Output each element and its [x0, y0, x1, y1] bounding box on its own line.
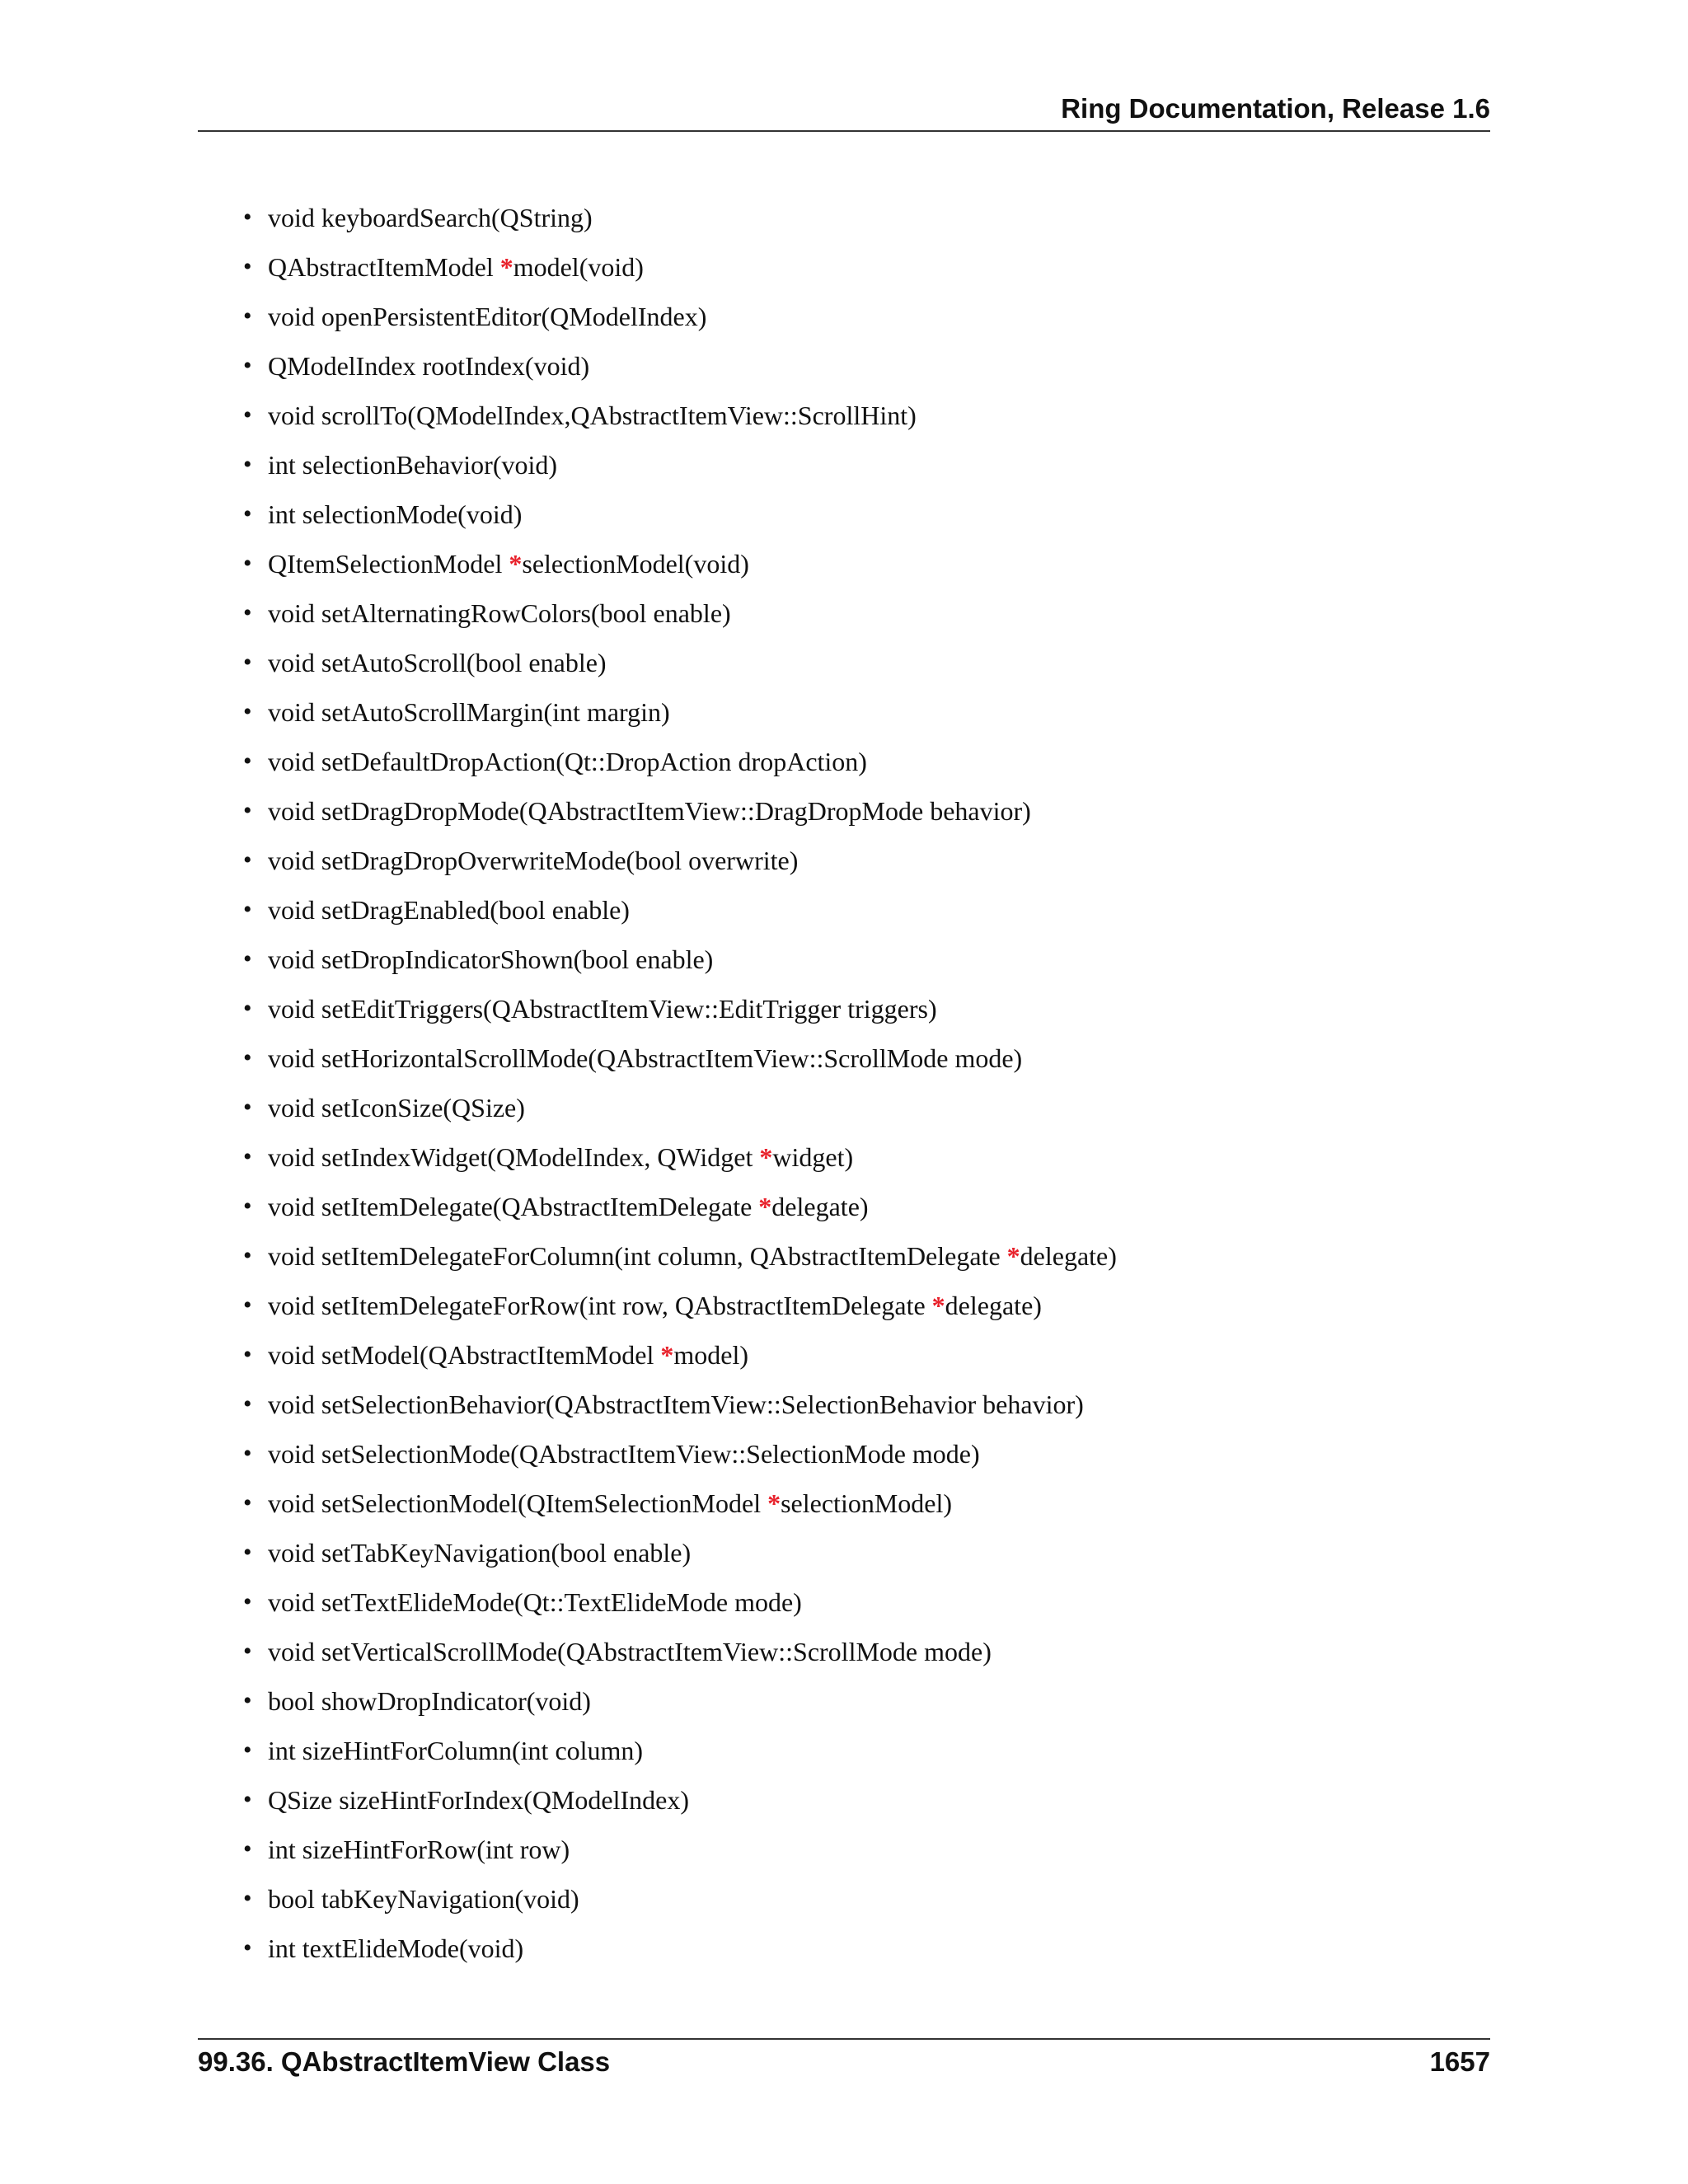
bullet-icon: •: [243, 1885, 252, 1912]
method-list-item: [243, 791, 1117, 841]
method-signature-text: int sizeHintForColumn(int column): [268, 1736, 644, 1765]
method-signature-text: void setDropIndicatorShown(bool enable): [268, 944, 714, 974]
bullet-icon: •: [243, 1934, 252, 1961]
method-list-item: [243, 1187, 1117, 1236]
method-list-item: [243, 1681, 1117, 1731]
method-signature-tail: widget): [772, 1142, 854, 1172]
bullet-icon: •: [243, 995, 252, 1022]
method-signature-tail: delegate): [945, 1291, 1042, 1320]
bullet-icon: •: [243, 599, 252, 626]
method-signature-text: void setSelectionModel(QItemSelectionModel: [268, 1488, 768, 1518]
bullet-icon: •: [243, 401, 252, 429]
method-list-item: [243, 1434, 1117, 1483]
method-signature-text: int textElideMode(void): [268, 1933, 524, 1963]
method-list-item: [243, 940, 1117, 989]
method-list-item: [243, 1236, 1117, 1286]
method-signature-text: void scrollTo(QModelIndex,QAbstractItemView::ScrollHint): [268, 401, 917, 430]
method-list-item: [243, 890, 1117, 940]
method-list-item: [243, 1286, 1117, 1335]
method-signature-text: void setDefaultDropAction(Qt::DropAction dropAction): [268, 747, 867, 776]
method-signature-tail: selectionModel): [781, 1488, 953, 1518]
method-list-item: [243, 1038, 1117, 1088]
bullet-icon: •: [243, 797, 252, 824]
bullet-icon: •: [243, 1291, 252, 1319]
method-signature-text: void setSelectionMode(QAbstractItemView::SelectionMode mode): [268, 1439, 980, 1469]
bullet-icon: •: [243, 1143, 252, 1170]
method-list-item: [243, 1137, 1117, 1187]
method-signature-text: void setAlternatingRowColors(bool enable): [268, 598, 731, 628]
bullet-icon: •: [243, 1687, 252, 1714]
method-list-item: [243, 1483, 1117, 1533]
method-signature-text: QSize sizeHintForIndex(QModelIndex): [268, 1785, 689, 1815]
bullet-icon: •: [243, 1588, 252, 1615]
method-signature-tail: model): [673, 1340, 748, 1370]
bullet-icon: •: [243, 1390, 252, 1418]
method-signature-text: QModelIndex rootIndex(void): [268, 351, 590, 381]
method-list-item: [243, 692, 1117, 742]
method-list-item: [243, 1335, 1117, 1385]
method-signature-tail: delegate): [771, 1192, 869, 1221]
bullet-icon: •: [243, 649, 252, 676]
bullet-icon: •: [243, 204, 252, 231]
header-divider: [198, 130, 1490, 132]
method-list-item: [243, 643, 1117, 692]
method-signature-text: void setItemDelegateForRow(int row, QAbstractItemDelegate: [268, 1291, 932, 1320]
method-signature-tail: model(void): [513, 252, 644, 282]
bullet-icon: •: [243, 550, 252, 577]
method-signature-text: void setSelectionBehavior(QAbstractItemView::SelectionBehavior behavior): [268, 1390, 1084, 1419]
method-list-item: [243, 297, 1117, 346]
method-signature-text: void setHorizontalScrollMode(QAbstractItemView::ScrollMode mode): [268, 1043, 1023, 1073]
method-list-item: [243, 1731, 1117, 1780]
method-signature-text: void setDragEnabled(bool enable): [268, 895, 630, 925]
method-signature-text: int selectionBehavior(void): [268, 450, 558, 480]
method-list-item: [243, 198, 1117, 247]
pointer-asterisk: *: [1006, 1241, 1020, 1271]
method-list-item: [243, 1929, 1117, 1978]
bullet-icon: •: [243, 1736, 252, 1764]
method-list-item: [243, 1533, 1117, 1582]
method-list-item: [243, 1632, 1117, 1681]
pointer-asterisk: *: [931, 1291, 945, 1320]
method-list: [243, 198, 1117, 1978]
method-signature-tail: selectionModel(void): [522, 549, 749, 579]
bullet-icon: •: [243, 1786, 252, 1813]
method-signature-text: void setIndexWidget(QModelIndex, QWidget: [268, 1142, 760, 1172]
method-list-item: [243, 1879, 1117, 1929]
pointer-asterisk: *: [509, 549, 523, 579]
pointer-asterisk: *: [758, 1192, 772, 1221]
method-signature-text: int sizeHintForRow(int row): [268, 1835, 570, 1864]
pointer-asterisk: *: [767, 1488, 781, 1518]
method-list-item: [243, 544, 1117, 593]
method-list-item: [243, 593, 1117, 643]
method-signature-text: void setDragDropMode(QAbstractItemView::DragDropMode behavior): [268, 796, 1031, 826]
pointer-asterisk: *: [759, 1142, 773, 1172]
bullet-icon: •: [243, 1835, 252, 1863]
method-signature-text: void openPersistentEditor(QModelIndex): [268, 302, 707, 331]
method-list-item: [243, 494, 1117, 544]
method-signature-text: bool showDropIndicator(void): [268, 1686, 591, 1716]
method-signature-text: void setItemDelegate(QAbstractItemDelegate: [268, 1192, 759, 1221]
method-signature-text: void setDragDropOverwriteMode(bool overwrite): [268, 846, 799, 875]
method-signature-text: void setIconSize(QSize): [268, 1093, 525, 1122]
method-list-item: [243, 445, 1117, 494]
method-list-item: [243, 1582, 1117, 1632]
bullet-icon: •: [243, 1489, 252, 1516]
method-signature-text: int selectionMode(void): [268, 499, 523, 529]
method-signature-text: void setTabKeyNavigation(bool enable): [268, 1538, 692, 1568]
method-list-item: [243, 346, 1117, 396]
method-list-item: [243, 742, 1117, 791]
method-signature-text: void setAutoScroll(bool enable): [268, 648, 607, 677]
pointer-asterisk: *: [660, 1340, 674, 1370]
method-list-item: [243, 1385, 1117, 1434]
method-list-item: [243, 1088, 1117, 1137]
method-signature-text: void setModel(QAbstractItemModel: [268, 1340, 661, 1370]
method-signature-text: void setItemDelegateForColumn(int column, QAbstractItemDelegate: [268, 1241, 1007, 1271]
bullet-icon: •: [243, 1044, 252, 1071]
method-signature-text: void setVerticalScrollMode(QAbstractItemView::ScrollMode mode): [268, 1637, 992, 1666]
method-signature-text: void setTextElideMode(Qt::TextElideMode mode): [268, 1587, 802, 1617]
method-signature-text: QAbstractItemModel: [268, 252, 500, 282]
bullet-icon: •: [243, 500, 252, 527]
bullet-icon: •: [243, 846, 252, 874]
bullet-icon: •: [243, 698, 252, 725]
bullet-icon: •: [243, 1638, 252, 1665]
footer-divider: [198, 2038, 1490, 2040]
bullet-icon: •: [243, 1341, 252, 1368]
bullet-icon: •: [243, 896, 252, 923]
bullet-icon: •: [243, 1539, 252, 1566]
method-list-item: [243, 396, 1117, 445]
bullet-icon: •: [243, 451, 252, 478]
bullet-icon: •: [243, 1440, 252, 1467]
method-signature-tail: delegate): [1020, 1241, 1117, 1271]
bullet-icon: •: [243, 302, 252, 330]
bullet-icon: •: [243, 352, 252, 379]
page-number: 1657: [1429, 2046, 1490, 2077]
bullet-icon: •: [243, 748, 252, 775]
method-signature-text: bool tabKeyNavigation(void): [268, 1884, 579, 1914]
page-header-title: Ring Documentation, Release 1.6: [1061, 93, 1490, 124]
method-signature-text: QItemSelectionModel: [268, 549, 509, 579]
method-list-item: [243, 1830, 1117, 1879]
bullet-icon: •: [243, 1094, 252, 1121]
bullet-icon: •: [243, 253, 252, 280]
method-signature-text: void setEditTriggers(QAbstractItemView::EditTrigger triggers): [268, 994, 937, 1024]
method-list-item: [243, 989, 1117, 1038]
footer-section-title: 99.36. QAbstractItemView Class: [198, 2046, 611, 2077]
method-signature-text: void setAutoScrollMargin(int margin): [268, 697, 670, 727]
method-list-item: [243, 247, 1117, 297]
pointer-asterisk: *: [499, 252, 513, 282]
method-list-item: [243, 841, 1117, 890]
bullet-icon: •: [243, 1193, 252, 1220]
method-signature-text: void keyboardSearch(QString): [268, 203, 593, 232]
bullet-icon: •: [243, 1242, 252, 1269]
method-list-item: [243, 1780, 1117, 1830]
bullet-icon: •: [243, 945, 252, 972]
